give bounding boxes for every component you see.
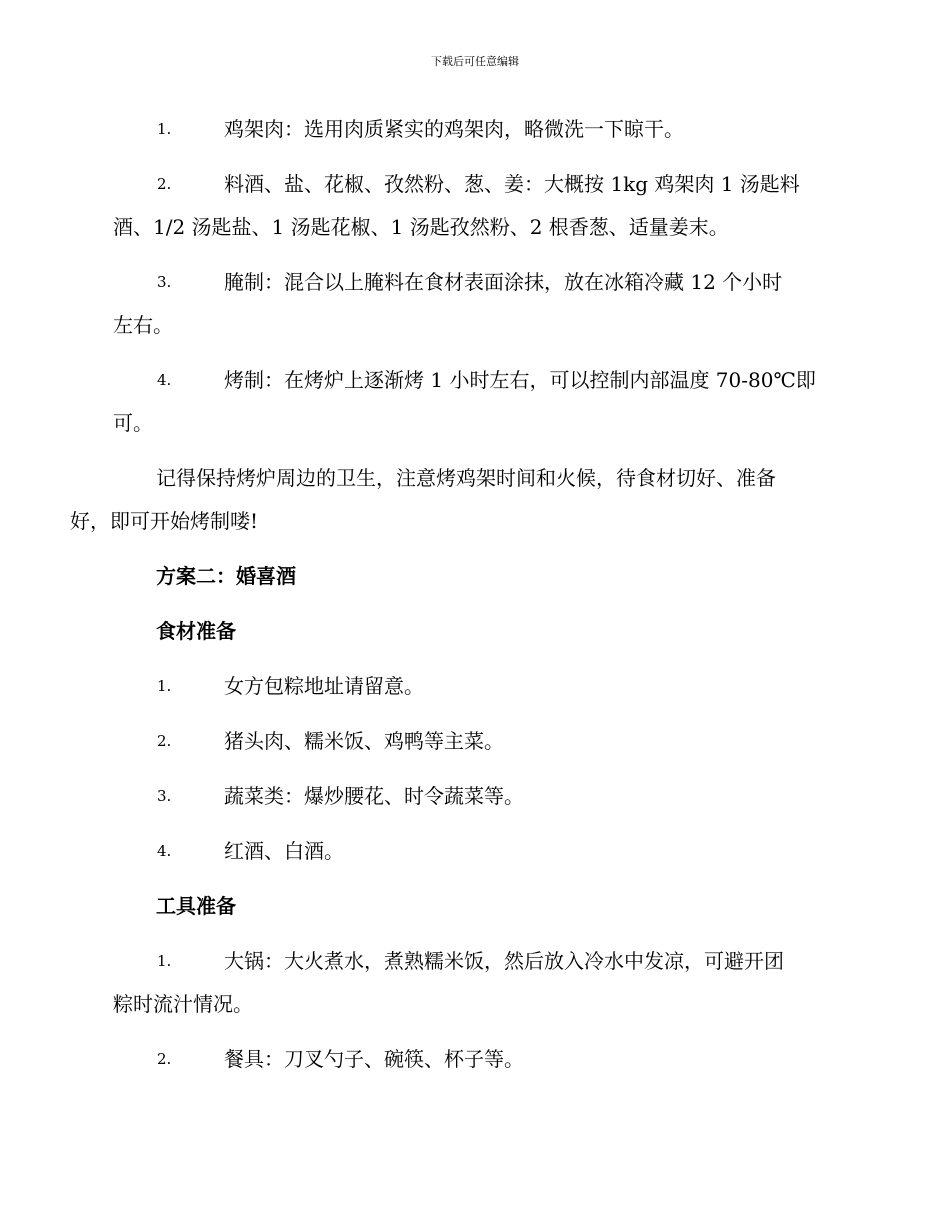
note-paragraph [70, 457, 838, 543]
list-text: 鸡架肉：选用肉质紧实的鸡架肉，略微洗一下晾干。 [224, 117, 684, 141]
page-header: 下载后可任意编辑 [431, 55, 519, 68]
subheading-tools: 工具准备 [156, 894, 236, 918]
list-text: 餐具：刀叉勺子、碗筷、杯子等。 [224, 1047, 524, 1071]
list-text-continued: 左右。 [113, 313, 173, 337]
list-number: 1. [157, 120, 172, 138]
list-item [113, 665, 838, 708]
list-number: 4. [157, 842, 172, 860]
list-number: 4. [157, 371, 172, 389]
list-item [113, 108, 838, 151]
list-item [113, 720, 838, 763]
note-line-1: 记得保持烤炉周边的卫生，注意烤鸡架时间和火候，待食材切好、准备 [156, 466, 776, 490]
list-item [113, 830, 838, 873]
list-text: 料酒、盐、花椒、孜然粉、葱、姜：大概按 1kg 鸡架肉 1 汤匙料 [224, 172, 800, 196]
list-item [113, 940, 838, 1026]
list-number: 2. [157, 732, 172, 750]
list-number: 1. [157, 677, 172, 695]
list-text: 猪头肉、糯米饭、鸡鸭等主菜。 [224, 729, 504, 753]
list-number: 3. [157, 273, 172, 291]
list-text: 大锅：大火煮水，煮熟糯米饭，然后放入冷水中发凉，可避开团 [224, 949, 784, 973]
list-number: 2. [157, 175, 172, 193]
note-line-2: 好，即可开始烤制喽! [70, 509, 259, 533]
list-number: 2. [157, 1050, 172, 1068]
list-text: 女方包粽地址请留意。 [224, 674, 424, 698]
list-item [113, 775, 838, 818]
list-text: 红酒、白酒。 [224, 839, 344, 863]
list-item [113, 261, 838, 347]
list-number: 1. [157, 952, 172, 970]
list-number: 3. [157, 787, 172, 805]
list-text: 蔬菜类：爆炒腰花、时令蔬菜等。 [224, 784, 524, 808]
list-text: 烤制：在烤炉上逐渐烤 1 小时左右，可以控制内部温度 70-80℃即 [224, 368, 816, 392]
list-text: 腌制：混合以上腌料在食材表面涂抹，放在冰箱冷藏 12 个小时 [224, 270, 783, 294]
list-item [113, 1038, 838, 1081]
section-heading-plan2: 方案二：婚喜酒 [156, 564, 296, 588]
list-text-continued: 酒、1/2 汤匙盐、1 汤匙花椒、1 汤匙孜然粉、2 根香葱、适量姜末。 [113, 215, 729, 239]
list-item [113, 359, 838, 445]
subheading-ingredients: 食材准备 [156, 619, 236, 643]
document-body [70, 108, 838, 1093]
list-text-continued: 可。 [113, 411, 153, 435]
list-text-continued: 粽时流汁情况。 [113, 992, 253, 1016]
list-item [113, 163, 838, 249]
